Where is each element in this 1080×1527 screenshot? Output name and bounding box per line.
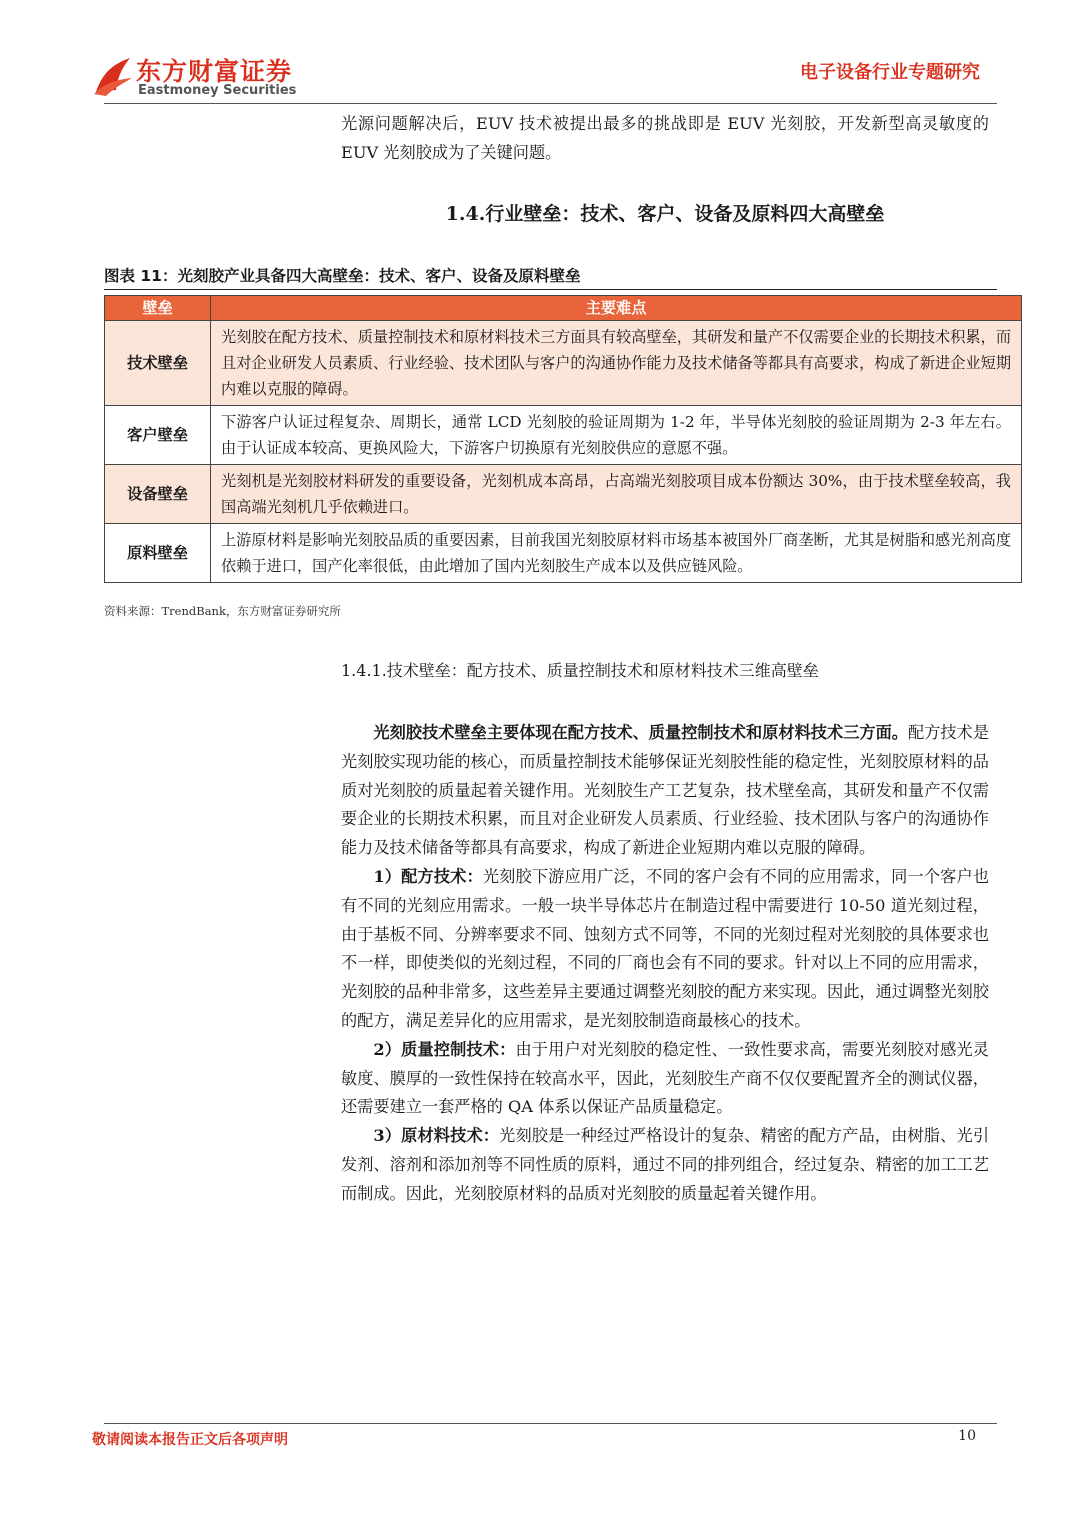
report-type: 电子设备行业专题研究 [800,62,980,83]
brand-name-en: Eastmoney Securities [138,83,297,98]
formula-heading: 1）配方技术： [373,866,483,886]
table-row [105,321,1022,406]
header-divider [104,103,997,104]
barrier-category: 原料壁垒 [105,524,211,583]
barrier-category: 技术壁垒 [105,321,211,406]
lead-bold: 光刻胶技术壁垒主要体现在配方技术、质量控制技术和原材料技术三方面。 [373,723,909,742]
barrier-category: 客户壁垒 [105,406,211,465]
brand-name-cn: 东方财富证券 [136,57,293,86]
paragraph-materials [341,1122,989,1208]
table-row [105,406,1022,465]
figure-caption: 图表 11：光刻胶产业具备四大高壁垒：技术、客户、设备及原料壁垒 [104,267,581,285]
quality-heading: 2）质量控制技术： [373,1039,516,1059]
company-logo [92,52,332,102]
footer-disclaimer: 敬请阅读本报告正文后各项声明 [92,1432,288,1448]
footer-divider [104,1423,997,1424]
section-title: 1.4.行业壁垒：技术、客户、设备及原料四大高壁垒 [445,203,885,225]
table-header-row [105,296,1022,321]
barrier-category: 设备壁垒 [105,465,211,524]
lead-paragraph [341,719,989,863]
barrier-description: 下游客户认证过程复杂、周期长，通常 LCD 光刻胶的验证周期为 1-2 年，半导体光刻胶的验证周期为 2-3 年左右。由于认证成本较高、更换风险大，下游客户切换原有光刻胶供应的意愿不强。 [211,406,1022,465]
materials-text: 光刻胶是一种经过严格设计的复杂、精密的配方产品，由树脂、光引发剂、溶剂和添加剂等不同性质的原料，通过不同的排列组合，经过复杂、精密的加工工艺而制成。因此，光刻胶原材料的品质对光刻胶的质量起着关键作用。 [341,1126,990,1203]
table-row [105,524,1022,583]
table-row [105,465,1022,524]
intro-paragraph [341,110,989,168]
eastmoney-logo-icon [92,54,136,98]
barrier-description: 上游原材料是影响光刻胶品质的重要因素，目前我国光刻胶原材料市场基本被国外厂商垄断，尤其是树脂和感光剂高度依赖于进口，国产化率很低，由此增加了国内光刻胶生产成本以及供应链风险。 [211,524,1022,583]
materials-heading: 3）原材料技术： [373,1126,500,1146]
lead-text: 配方技术是光刻胶实现功能的核心，而质量控制技术能够保证光刻胶性能的稳定性，光刻胶原材料的品质对光刻胶的质量起着关键作用。光刻胶生产工艺复杂，技术壁垒高，其研发和量产不仅需要企业的长期技术积累，而且对企业研发人员素质、行业经验、技术团队与客户的沟通协作能力及技术储备等都具有高要求，构成了新进企业短期内难以克服的障碍。 [341,723,990,858]
barrier-description: 光刻胶在配方技术、质量控制技术和原材料技术三方面具有较高壁垒，其研发和量产不仅需要企业的长期技术积累，而且对企业研发人员素质、行业经验、技术团队与客户的沟通协作能力及技术储备等都具有高要求，构成了新进企业短期内难以克服的障碍。 [211,321,1022,406]
quality-text: 由于用户对光刻胶的稳定性、一致性要求高，需要光刻胶对感光灵敏度、膜厚的一致性保持在较高水平，因此，光刻胶生产商不仅仅要配置齐全的测试仪器，还需要建立一套严格的 QA 体系以保证产品质量稳定。 [341,1039,989,1117]
intro-text: 光源问题解决后，EUV 技术被提出最多的挑战即是 EUV 光刻胶，开发新型高灵敏度的 EUV 光刻胶成为了关键问题。 [341,114,989,162]
barrier-description: 光刻机是光刻胶材料研发的重要设备，光刻机成本高昂，占高端光刻胶项目成本份额达 30%，由于技术壁垒较高，我国高端光刻机几乎依赖进口。 [211,465,1022,524]
paragraph-formula [341,863,989,1036]
barriers-table [104,295,1022,583]
figure-divider [104,289,997,290]
page-number: 10 [958,1428,976,1444]
formula-text: 光刻胶下游应用广泛，不同的客户会有不同的应用需求，同一个客户也有不同的光刻应用需求。一般一块半导体芯片在制造过程中需要进行 10-50 道光刻过程，由于基板不同、分辨率要求不同、蚀刻方式不同等，不同的光刻过程对光刻胶的具体要求也不一样，即使类似的光刻过程，不同的厂商也会有不同的要求。针对以上不同的应用需求，光刻胶的品种非常多，这些差异主要通过调整光刻胶的配方来实现。因此，通过调整光刻胶的配方，满足差异化的应用需求，是光刻胶制造商最核心的技术。 [341,866,990,1030]
figure-source: 资料来源：TrendBank，东方财富证券研究所 [104,604,341,618]
body-text [341,719,989,1209]
table-header-cell: 壁垒 [105,296,211,321]
paragraph-quality [341,1036,989,1122]
table-header-cell: 主要难点 [211,296,1022,321]
subsection-title: 1.4.1.技术壁垒：配方技术、质量控制技术和原材料技术三维高壁垒 [341,661,819,680]
